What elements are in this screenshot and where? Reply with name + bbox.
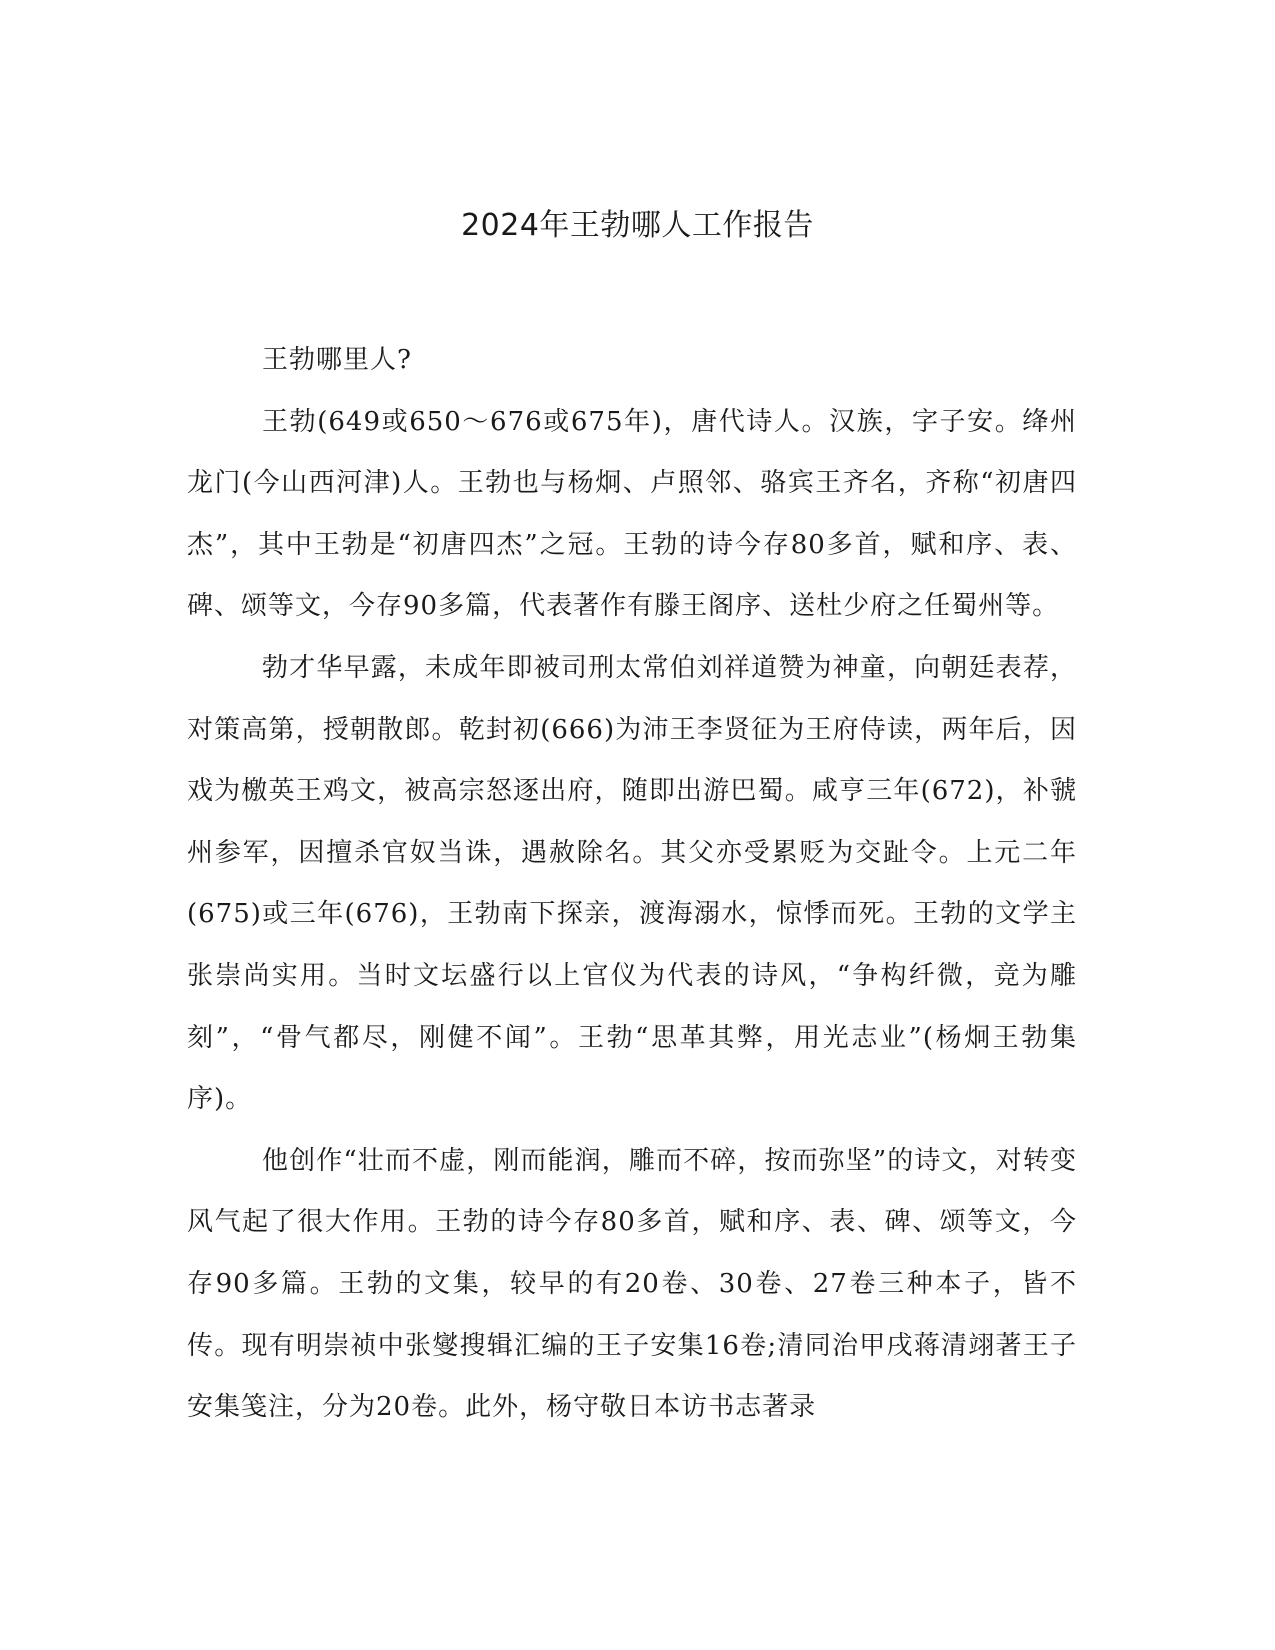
paragraph: 他创作“壮而不虚，刚而能润，雕而不碎，按而弥坚”的诗文，对转变风气起了很大作用。王勃的诗今存80多首，赋和序、表、碑、颂等文，今存90多篇。王勃的文集，较早的有20卷、30卷、27卷三种本子，皆不传。现有明崇祯中张燮搜辑汇编的王子安集16卷;清同治甲戌蒋清翊著王子安集笺注，分为20卷。此外，杨守敬日本访书志著录 <box>187 1145 1077 1423</box>
document-body <box>187 330 1077 1439</box>
document-title: 2024年王勃哪人工作报告 <box>461 208 814 243</box>
paragraph: 王勃哪里人? <box>262 345 412 375</box>
paragraph: 王勃(649或650～676或675年)，唐代诗人。汉族，字子安。绛州龙门(今山西河津)人。王勃也与杨炯、卢照邻、骆宾王齐名，齐称“初唐四杰”，其中王勃是“初唐四杰”之冠。王勃的诗今存80多首，赋和序、表、碑、颂等文，今存90多篇，代表著作有滕王阁序、送杜少府之任蜀州等。 <box>187 406 1077 622</box>
paragraph: 勃才华早露，未成年即被司刑太常伯刘祥道赞为神童，向朝廷表荐，对策高第，授朝散郎。乾封初(666)为沛王李贤征为王府侍读，两年后，因戏为檄英王鸡文，被高宗怒逐出府，随即出游巴蜀。咸亨三年(672)，补虢州参军，因擅杀官奴当诛，遇赦除名。其父亦受累贬为交趾令。上元二年(675)或三年(676)，王勃南下探亲，渡海溺水，惊悸而死。王勃的文学主张崇尚实用。当时文坛盛行以上官仪为代表的诗风，“争构纤微，竞为雕刻”，“骨气都尽，刚健不闻”。王勃“思革其弊，用光志业”(杨炯王勃集序)。 <box>187 652 1077 1115</box>
